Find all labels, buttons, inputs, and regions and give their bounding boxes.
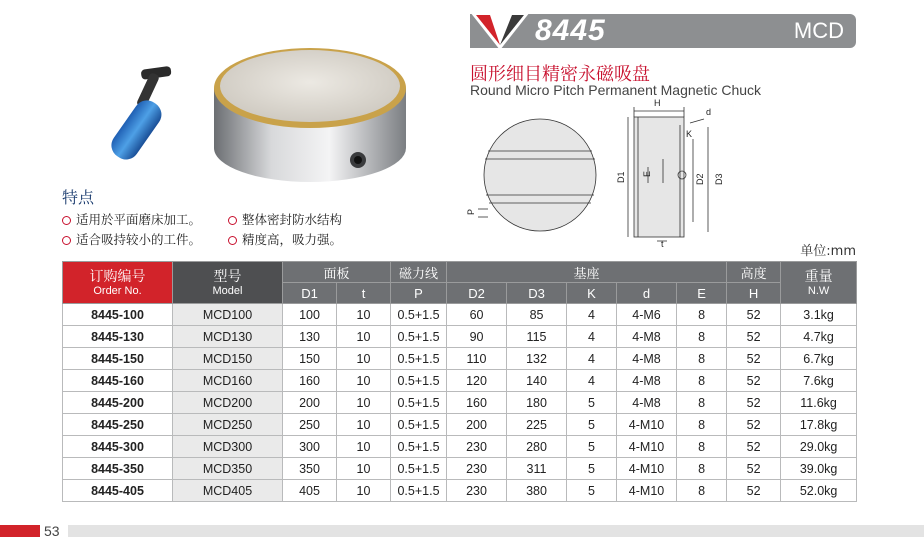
value-cell: 8 <box>677 392 727 414</box>
value-cell: 4 <box>567 348 617 370</box>
value-cell: 280 <box>507 436 567 458</box>
model-cell: MCD100 <box>173 304 283 326</box>
header-panel: 面板 <box>283 262 391 283</box>
product-title-en: Round Micro Pitch Permanent Magnetic Chuck <box>470 82 762 98</box>
value-cell: 52 <box>727 348 781 370</box>
bullet-icon <box>62 216 71 225</box>
value-cell: 200 <box>283 392 337 414</box>
value-cell: 160 <box>283 370 337 392</box>
value-cell: 8 <box>677 414 727 436</box>
value-cell: 11.6kg <box>781 392 857 414</box>
dim-label-K: K <box>686 129 693 139</box>
value-cell: 100 <box>283 304 337 326</box>
value-cell: 140 <box>507 370 567 392</box>
value-cell: 17.8kg <box>781 414 857 436</box>
value-cell: 0.5+1.5 <box>391 392 447 414</box>
feature-item: 适合吸持较小的工件。 <box>62 230 201 248</box>
value-cell: 230 <box>447 458 507 480</box>
subheader-d: d <box>617 283 677 304</box>
order-no-cell: 8445-250 <box>63 414 173 436</box>
value-cell: 10 <box>337 304 391 326</box>
model-cell: MCD150 <box>173 348 283 370</box>
value-cell: 10 <box>337 480 391 502</box>
value-cell: 200 <box>447 414 507 436</box>
value-cell: 60 <box>447 304 507 326</box>
round-chuck-image <box>210 30 410 185</box>
model-cell: MCD350 <box>173 458 283 480</box>
value-cell: 8 <box>677 458 727 480</box>
value-cell: 120 <box>447 370 507 392</box>
technical-drawing <box>468 97 736 247</box>
bullet-icon <box>228 216 237 225</box>
features-heading: 特点 <box>62 188 95 207</box>
value-cell: 4-M10 <box>617 414 677 436</box>
model-cell: MCD250 <box>173 414 283 436</box>
value-cell: 52 <box>727 326 781 348</box>
value-cell: 4.7kg <box>781 326 857 348</box>
header-base: 基座 <box>447 262 727 283</box>
value-cell: 52 <box>727 370 781 392</box>
value-cell: 4 <box>567 304 617 326</box>
table-row <box>63 326 857 348</box>
dim-label-D2: D2 <box>695 173 705 185</box>
value-cell: 405 <box>283 480 337 502</box>
model-cell: MCD300 <box>173 436 283 458</box>
subheader-h: H <box>727 283 781 304</box>
order-no-cell: 8445-405 <box>63 480 173 502</box>
value-cell: 110 <box>447 348 507 370</box>
table-row <box>63 370 857 392</box>
feature-item: 精度高，吸力强。 <box>228 230 342 248</box>
header-pole: 磁力线 <box>391 262 447 283</box>
value-cell: 0.5+1.5 <box>391 436 447 458</box>
header-order-no: 订购编号 Order No. <box>63 262 173 304</box>
table-row <box>63 458 857 480</box>
dim-label-D3: D3 <box>714 173 724 185</box>
table-row <box>63 480 857 502</box>
order-no-cell: 8445-300 <box>63 436 173 458</box>
dim-label-d: d <box>706 107 712 117</box>
value-cell: 52 <box>727 480 781 502</box>
value-cell: 150 <box>283 348 337 370</box>
subheader-k: K <box>567 283 617 304</box>
table-row <box>63 348 857 370</box>
value-cell: 350 <box>283 458 337 480</box>
value-cell: 8 <box>677 304 727 326</box>
value-cell: 10 <box>337 414 391 436</box>
table-row <box>63 304 857 326</box>
order-no-cell: 8445-160 <box>63 370 173 392</box>
value-cell: 132 <box>507 348 567 370</box>
subheader-e: E <box>677 283 727 304</box>
value-cell: 130 <box>283 326 337 348</box>
header-model: 型号 Model <box>173 262 283 304</box>
table-row <box>63 392 857 414</box>
value-cell: 380 <box>507 480 567 502</box>
value-cell: 5 <box>567 392 617 414</box>
value-cell: 10 <box>337 436 391 458</box>
value-cell: 29.0kg <box>781 436 857 458</box>
value-cell: 39.0kg <box>781 458 857 480</box>
subheader-t: t <box>337 283 391 304</box>
dim-label-H: H <box>654 98 661 108</box>
value-cell: 250 <box>283 414 337 436</box>
order-no-cell: 8445-100 <box>63 304 173 326</box>
bullet-icon <box>62 236 71 245</box>
value-cell: 4 <box>567 326 617 348</box>
dim-label-E: E <box>642 170 652 177</box>
value-cell: 8 <box>677 370 727 392</box>
subheader-d1: D1 <box>283 283 337 304</box>
header-weight: 重量 N.W <box>781 262 857 304</box>
value-cell: 85 <box>507 304 567 326</box>
value-cell: 8 <box>677 348 727 370</box>
model-cell: MCD130 <box>173 326 283 348</box>
product-title-cn: 圆形细目精密永磁吸盘 <box>470 64 650 85</box>
value-cell: 225 <box>507 414 567 436</box>
header-height: 高度 <box>727 262 781 283</box>
value-cell: 10 <box>337 458 391 480</box>
footer-accent <box>0 525 40 537</box>
value-cell: 0.5+1.5 <box>391 414 447 436</box>
value-cell: 7.6kg <box>781 370 857 392</box>
value-cell: 160 <box>447 392 507 414</box>
model-cell: MCD160 <box>173 370 283 392</box>
order-no-cell: 8445-200 <box>63 392 173 414</box>
order-no-cell: 8445-150 <box>63 348 173 370</box>
value-cell: 4-M10 <box>617 480 677 502</box>
product-code: 8445 <box>535 14 606 47</box>
subheader-p: P <box>391 283 447 304</box>
page-number: 53 <box>44 523 60 539</box>
value-cell: 0.5+1.5 <box>391 480 447 502</box>
value-cell: 4-M8 <box>617 326 677 348</box>
value-cell: 5 <box>567 480 617 502</box>
feature-item: 适用於平面磨床加工。 <box>62 210 201 228</box>
value-cell: 10 <box>337 370 391 392</box>
dim-label-P: P <box>466 208 476 215</box>
footer-bar <box>68 525 924 537</box>
order-no-cell: 8445-130 <box>63 326 173 348</box>
value-cell: 4-M8 <box>617 392 677 414</box>
subheader-d2: D2 <box>447 283 507 304</box>
value-cell: 0.5+1.5 <box>391 370 447 392</box>
value-cell: 4 <box>567 370 617 392</box>
value-cell: 52 <box>727 436 781 458</box>
value-cell: 8 <box>677 480 727 502</box>
value-cell: 3.1kg <box>781 304 857 326</box>
value-cell: 0.5+1.5 <box>391 458 447 480</box>
value-cell: 180 <box>507 392 567 414</box>
value-cell: 5 <box>567 436 617 458</box>
value-cell: 8 <box>677 436 727 458</box>
value-cell: 52 <box>727 414 781 436</box>
value-cell: 52.0kg <box>781 480 857 502</box>
value-cell: 230 <box>447 436 507 458</box>
spec-table <box>62 261 857 502</box>
value-cell: 230 <box>447 480 507 502</box>
subheader-d3: D3 <box>507 283 567 304</box>
value-cell: 10 <box>337 348 391 370</box>
brand-logo <box>470 12 530 50</box>
value-cell: 115 <box>507 326 567 348</box>
table-row <box>63 436 857 458</box>
feature-item: 整体密封防水结构 <box>228 210 342 228</box>
value-cell: 10 <box>337 392 391 414</box>
value-cell: 0.5+1.5 <box>391 326 447 348</box>
value-cell: 5 <box>567 458 617 480</box>
value-cell: 0.5+1.5 <box>391 304 447 326</box>
value-cell: 10 <box>337 326 391 348</box>
dim-label-t: t <box>661 239 664 249</box>
value-cell: 8 <box>677 326 727 348</box>
value-cell: 52 <box>727 304 781 326</box>
value-cell: 4-M10 <box>617 458 677 480</box>
value-cell: 300 <box>283 436 337 458</box>
value-cell: 5 <box>567 414 617 436</box>
value-cell: 52 <box>727 458 781 480</box>
model-cell: MCD200 <box>173 392 283 414</box>
model-cell: MCD405 <box>173 480 283 502</box>
dim-label-D1: D1 <box>616 171 626 183</box>
value-cell: 311 <box>507 458 567 480</box>
value-cell: 52 <box>727 392 781 414</box>
table-row <box>63 414 857 436</box>
bullet-icon <box>228 236 237 245</box>
value-cell: 0.5+1.5 <box>391 348 447 370</box>
value-cell: 4-M6 <box>617 304 677 326</box>
value-cell: 4-M8 <box>617 370 677 392</box>
value-cell: 4-M8 <box>617 348 677 370</box>
unit-label: 单位:mm <box>800 244 856 259</box>
value-cell: 90 <box>447 326 507 348</box>
handle-wrench-image <box>95 62 190 167</box>
value-cell: 4-M10 <box>617 436 677 458</box>
order-no-cell: 8445-350 <box>63 458 173 480</box>
series-name: MCD <box>793 18 844 43</box>
value-cell: 6.7kg <box>781 348 857 370</box>
